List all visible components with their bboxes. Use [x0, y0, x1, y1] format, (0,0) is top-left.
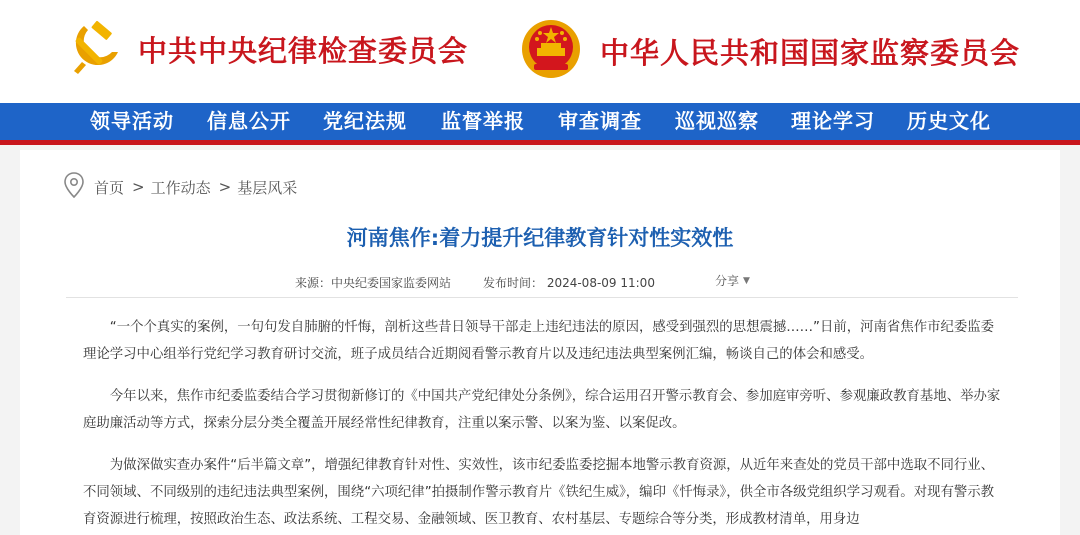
share-label: 分享 — [715, 274, 740, 288]
breadcrumb-work-news[interactable]: 工作动态 — [150, 178, 211, 197]
site-header — [0, 0, 1080, 103]
national-emblem-icon — [520, 18, 582, 84]
nsc-brand[interactable] — [520, 18, 1020, 84]
ccdi-brand[interactable] — [66, 18, 468, 80]
nav-red-border — [0, 140, 1080, 145]
main-nav — [0, 103, 1080, 140]
article-title: 河南焦作:着力提升纪律教育针对性实效性 — [346, 226, 734, 250]
breadcrumb-separator: > — [132, 178, 145, 196]
nsc-title: 中华人民共和国国家监察委员会 — [600, 35, 1021, 70]
article-paragraph: “一个个真实的案例，一句句发自肺腑的忏悔，剖析这些昔日领导干部走上违纪违法的原因，感受到强烈的思想震撼……”日前，河南省焦作市纪委监委理论学习中心组举行党纪学习教育研讨交流，班子成员结合近期阅看警示教育片以及违纪违法典型案例汇编，畅谈自己的体会和感受。 — [83, 320, 995, 362]
ccdi-title: 中共中央纪律检查委员会 — [138, 33, 469, 68]
party-emblem-icon — [66, 18, 124, 80]
article-source: 来源：中央纪委国家监委网站 — [295, 276, 452, 290]
nav-item-investigation[interactable]: 审查调查 — [558, 109, 642, 133]
breadcrumb-separator: > — [218, 178, 232, 196]
location-pin-icon — [64, 172, 84, 202]
article-publish-time: 发布时间： 2024-08-09 11:00 — [483, 276, 655, 290]
nav-item-info-disclosure[interactable]: 信息公开 — [207, 109, 291, 133]
breadcrumb — [64, 172, 297, 202]
nav-item-leadership[interactable]: 领导活动 — [90, 109, 174, 133]
meta-divider — [66, 297, 1018, 298]
breadcrumb-grassroots[interactable]: 基层风采 — [237, 178, 298, 197]
article-card — [20, 150, 1060, 535]
breadcrumb-home[interactable]: 首页 — [94, 178, 125, 197]
nav-item-regulations[interactable]: 党纪法规 — [323, 109, 407, 133]
chevron-down-icon: ▼ — [743, 275, 750, 286]
article-paragraph: 今年以来，焦作市纪委监委结合学习贯彻新修订的《中国共产党纪律处分条例》，综合运用召开警示教育会、参加庭审旁听、参观廉政教育基地、举办家庭助廉活动等方式，探索分层分类全覆盖开展经常性纪律教育，注重以案示警、以案为鉴、以案促改。 — [83, 389, 1001, 431]
nav-item-inspection[interactable]: 巡视巡察 — [675, 109, 759, 133]
nav-item-supervision-report[interactable]: 监督举报 — [441, 109, 525, 133]
nav-item-history-culture[interactable]: 历史文化 — [907, 109, 991, 133]
article-body — [83, 314, 1003, 535]
article-paragraph: 为做深做实查办案件“后半篇文章”，增强纪律教育针对性、实效性，该市纪委监委挖掘本地警示教育资源，从近年来查处的党员干部中选取不同行业、不同领域、不同级别的违纪违法典型案例，围绕“六项纪律”拍摄制作警示教育片《铁纪生威》，编印《忏悔录》，供全市各级党组织学习观看。对现有警示教育资源进行梳理，按照政治生态、政法系统、工程交易、金融领域、医卫教育、农村基层、专题综合等分类，形成教材清单，用身边 — [83, 458, 995, 527]
share-button[interactable] — [715, 272, 750, 289]
nav-item-theory-study[interactable]: 理论学习 — [791, 109, 875, 133]
